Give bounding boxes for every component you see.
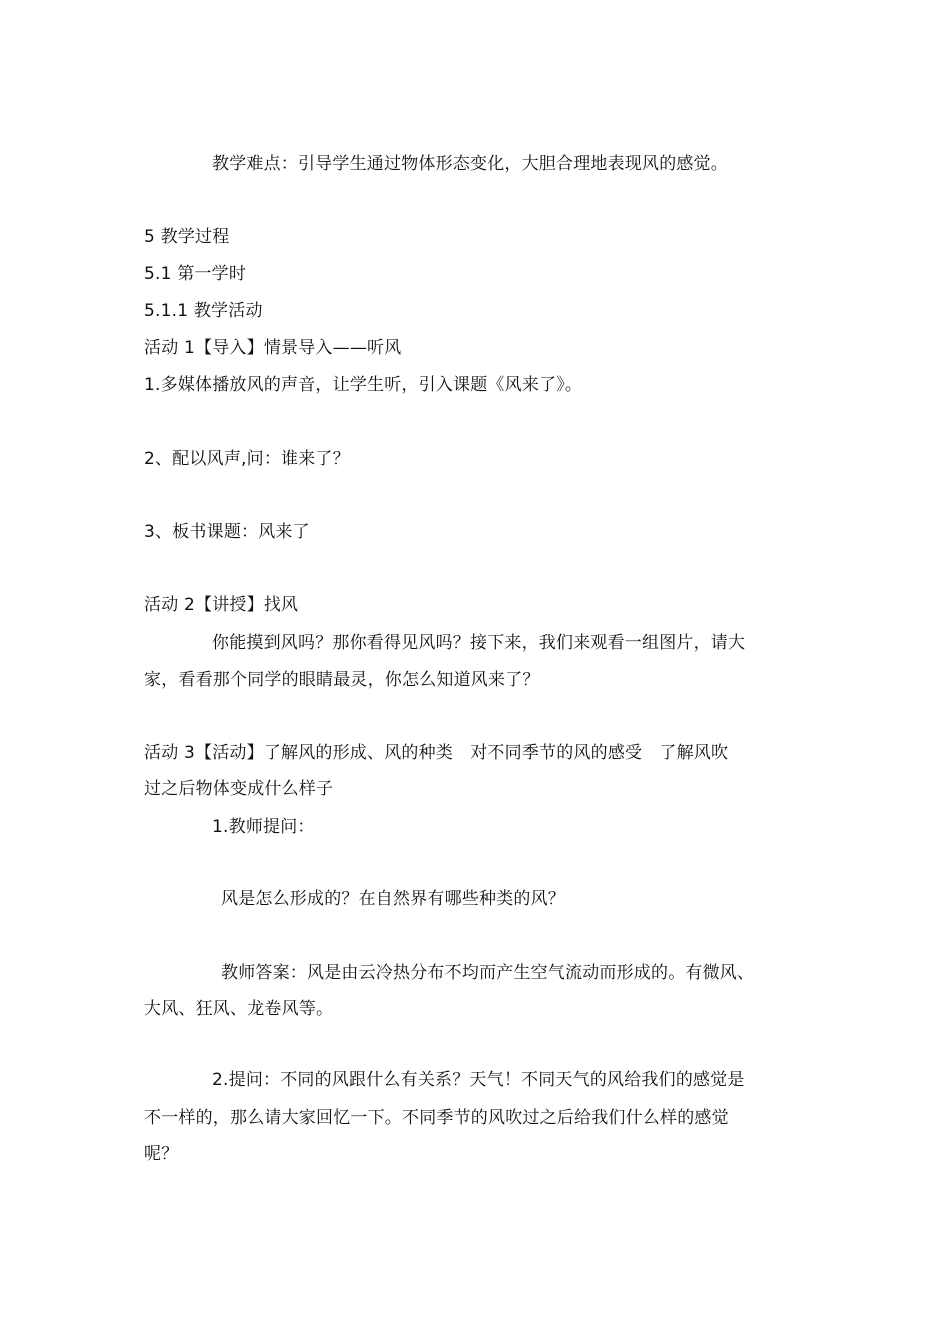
activity3-title-line1: 活动 3【活动】了解风的形成、风的种类 对不同季节的风的感受 了解风吹: [144, 743, 729, 763]
activity2-paragraph-line2: 家，看看那个同学的眼睛最灵，你怎么知道风来了？: [144, 670, 540, 690]
activity3-question2-line2: 不一样的，那么请大家回忆一下。不同季节的风吹过之后给我们什么样的感觉: [144, 1108, 729, 1128]
teaching-difficulty-text: 教学难点：引导学生通过物体形态变化，大胆合理地表现风的感觉。: [212, 154, 728, 174]
activity3-question2-line3: 呢？: [144, 1144, 179, 1164]
activity3-question1-text: 风是怎么形成的？在自然界有哪些种类的风？: [221, 889, 565, 909]
section-heading-first-lesson: 5.1 第一学时: [144, 264, 247, 284]
activity1-step2: 2、配以风声,问：谁来了？: [144, 449, 350, 469]
activity3-answer-line2: 大风、狂风、龙卷风等。: [144, 999, 334, 1019]
section-heading-teaching-process: 5 教学过程: [144, 227, 230, 247]
activity1-step1: 1.多媒体播放风的声音，让学生听，引入课题《风来了》。: [144, 375, 583, 395]
activity3-answer-line1: 教师答案：风是由云冷热分布不均而产生空气流动而形成的。有微风、: [221, 963, 755, 983]
activity1-step3: 3、板书课题：风来了: [144, 522, 310, 542]
section-heading-teaching-activities: 5.1.1 教学活动: [144, 301, 263, 321]
activity3-question2-line1: 2.提问：不同的风跟什么有关系？天气！不同天气的风给我们的感觉是: [212, 1070, 745, 1090]
activity1-title: 活动 1【导入】情景导入——听风: [144, 338, 402, 358]
activity3-question1-label: 1.教师提问：: [212, 817, 315, 837]
activity2-paragraph-line1: 你能摸到风吗？那你看得见风吗？接下来，我们来观看一组图片，请大: [212, 633, 746, 653]
activity2-title: 活动 2【讲授】找风: [144, 595, 299, 615]
activity3-title-line2: 过之后物体变成什么样子: [144, 779, 334, 799]
